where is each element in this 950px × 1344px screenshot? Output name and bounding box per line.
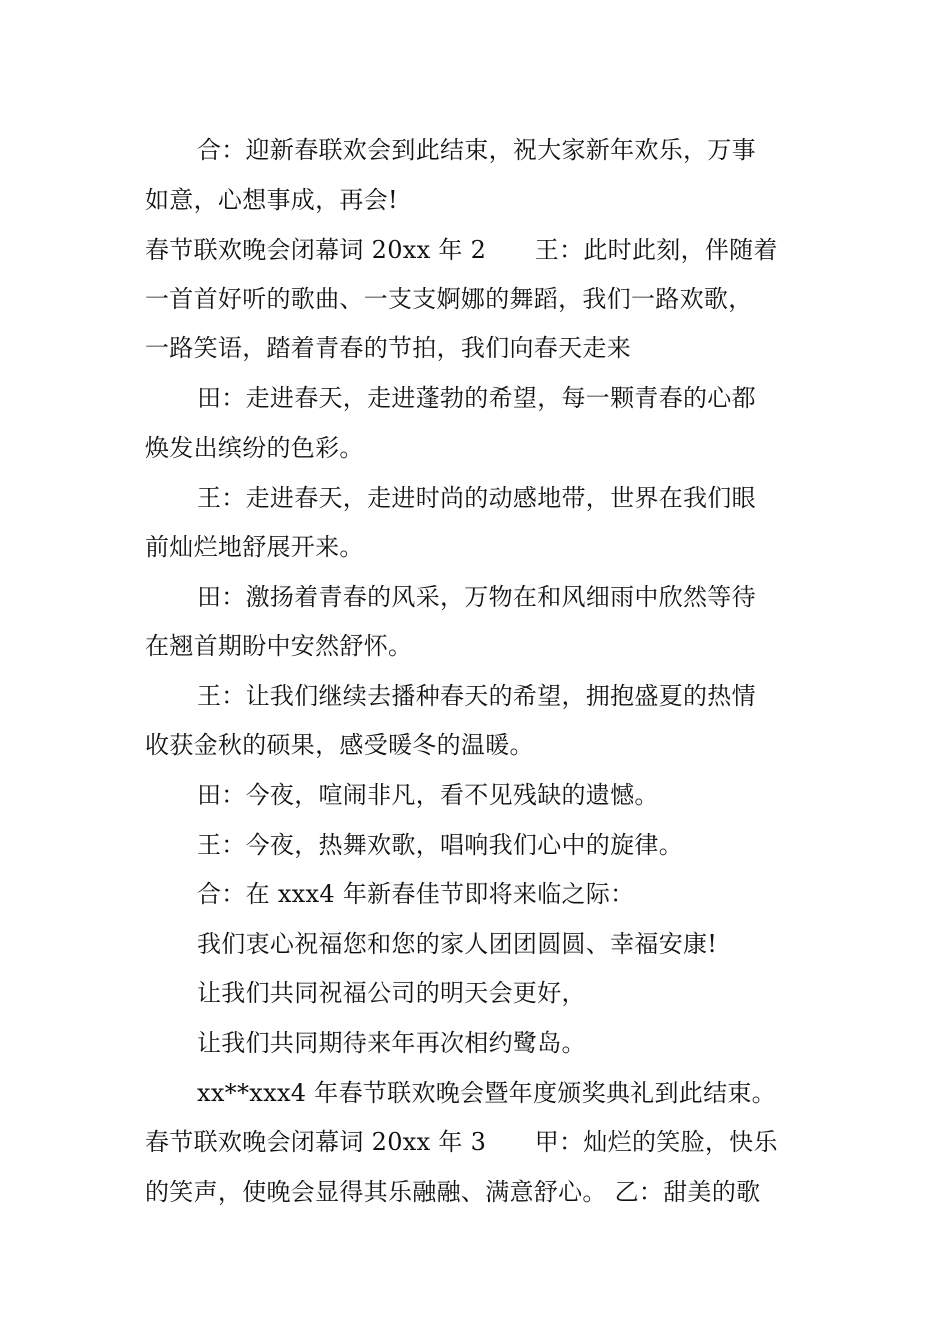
text-line-20: xx**xxx4 年春节联欢晚会暨年度颁奖典礼到此结束。 bbox=[197, 1079, 776, 1107]
text-line-14: 田：今夜，喧闹非凡，看不见残缺的遗憾。 bbox=[197, 781, 659, 809]
text-line-18: 让我们共同祝福公司的明天会更好， bbox=[197, 979, 586, 1007]
text-line-19: 让我们共同期待来年再次相约鹭岛。 bbox=[197, 1029, 586, 1057]
text-line-12: 王：让我们继续去播种春天的希望，拥抱盛夏的热情 bbox=[197, 682, 756, 710]
text-line-22: 的笑声，使晚会显得其乐融融、满意舒心。 乙：甜美的歌 bbox=[145, 1178, 761, 1206]
text-line-2: 如意，心想事成，再会! bbox=[145, 186, 398, 214]
text-line-6: 田：走进春天，走进蓬勃的希望，每一颗青春的心都 bbox=[197, 384, 756, 412]
text-line-15: 王：今夜，热舞欢歌，唱响我们心中的旋律。 bbox=[197, 831, 683, 859]
text-line-16: 合：在 xxx4 年新春佳节即将来临之际： bbox=[197, 880, 635, 908]
text-line-21: 春节联欢晚会闭幕词 20xx 年 3 甲：灿烂的笑脸，快乐 bbox=[145, 1128, 778, 1156]
text-line-10: 田：激扬着青春的风采，万物在和风细雨中欣然等待 bbox=[197, 583, 756, 611]
text-line-7: 焕发出缤纷的色彩。 bbox=[145, 434, 364, 462]
text-line-8: 王：走进春天，走进时尚的动感地带，世界在我们眼 bbox=[197, 484, 756, 512]
text-line-11: 在翘首期盼中安然舒怀。 bbox=[145, 632, 413, 660]
text-line-4: 一首首好听的歌曲、一支支婀娜的舞蹈，我们一路欢歌， bbox=[145, 285, 753, 313]
text-line-3: 春节联欢晚会闭幕词 20xx 年 2 王：此时此刻，伴随着 bbox=[145, 236, 778, 264]
text-line-5: 一路笑语，踏着青春的节拍，我们向春天走来 bbox=[145, 334, 631, 362]
text-line-1: 合：迎新春联欢会到此结束，祝大家新年欢乐，万事 bbox=[197, 136, 756, 164]
text-line-13: 收获金秋的硕果，感受暖冬的温暖。 bbox=[145, 731, 534, 759]
text-line-17: 我们衷心祝福您和您的家人团团圆圆、幸福安康! bbox=[197, 930, 718, 958]
text-line-9: 前灿烂地舒展开来。 bbox=[145, 533, 364, 561]
